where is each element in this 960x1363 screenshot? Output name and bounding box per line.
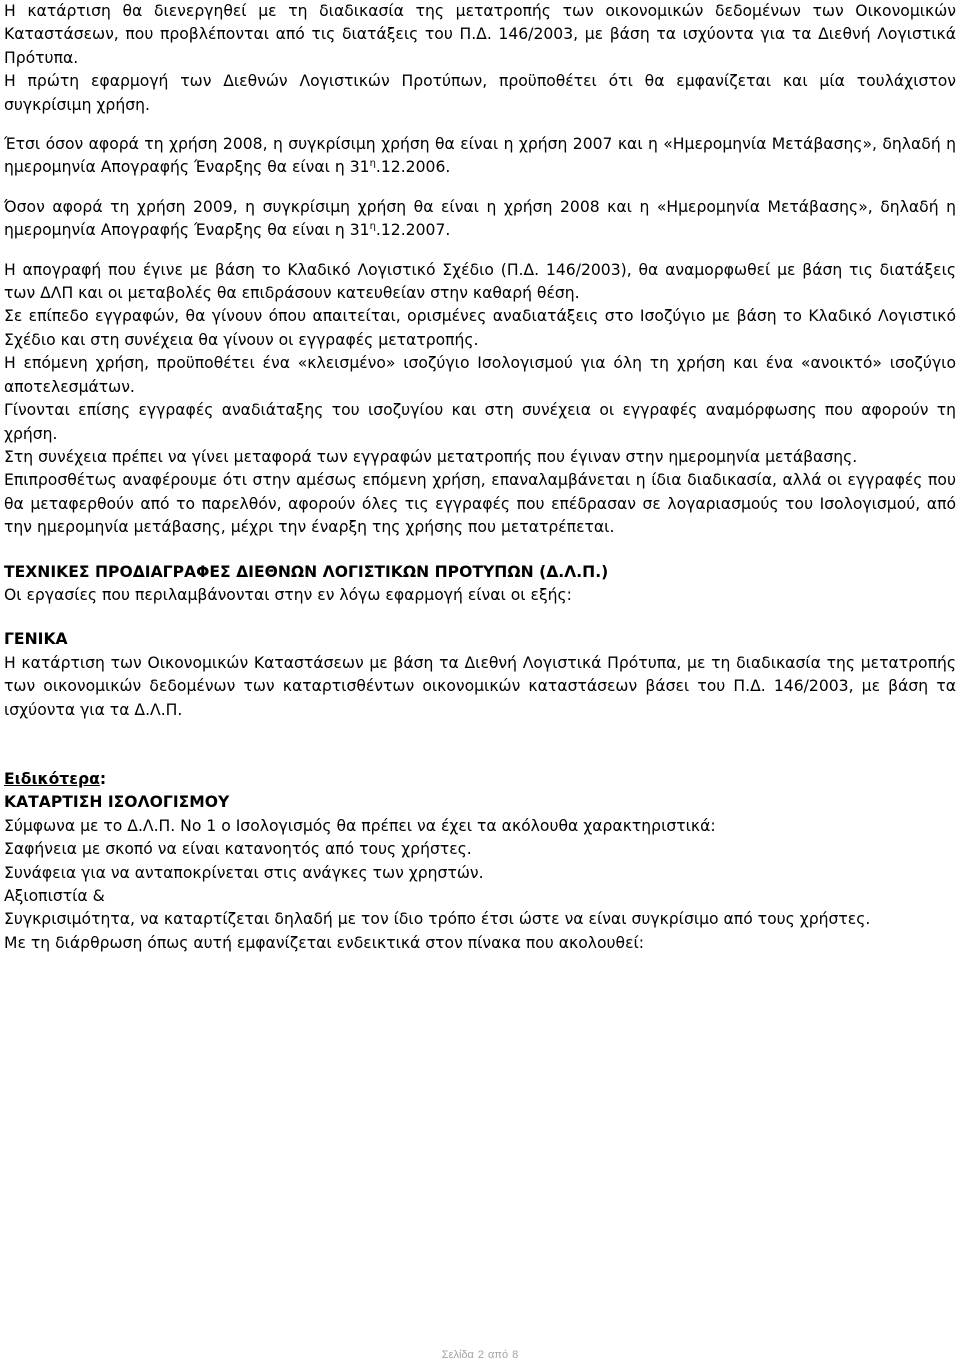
list-line: Συγκρισιμότητα, να καταρτίζεται δηλαδή με τον ίδιο τρόπο έτσι ώστε να είναι συγκρίσιμο από τους χρήστες.: [4, 910, 871, 929]
paragraph-additional-note: Επιπροσθέτως αναφέρουμε ότι στην αμέσως επόμενη χρήση, επαναλαμβάνεται η ίδια διαδικασία, αλλά οι εγγραφές που θα μεταφερθούν από το παρελθόν, αφορούν όλες τις εγγραφές που επέδρασαν σε λογαριασμούς του Ισολογισμού, από την ημερομηνία μετάβασης, μέχρι την έναρξη της χρήσης που μετατρέπεται.: [4, 471, 956, 537]
heading-balance-sheet-preparation: ΚΑΤΑΡΤΙΣΗ ΙΣΟΛΟΓΙΣΜΟΥ: [4, 793, 230, 812]
paragraph-transfer-entries: Στη συνέχεια πρέπει να γίνει μεταφορά των εγγραφών μετατροπής που έγιναν στην ημερομηνία μετάβασης.: [4, 447, 858, 466]
paragraph-rearrangement-entries: Γίνονται επίσης εγγραφές αναδιάταξης του ισοζυγίου και στη συνέχεια οι εγγραφές αναμόρφωσης που αφορούν τη χρήση.: [4, 401, 956, 443]
page-footer: [0, 1349, 960, 1361]
current-page-number: 2: [477, 1349, 485, 1361]
list-line: Αξιοπιστία &: [4, 887, 105, 905]
paragraph-first-application: Η πρώτη εφαρμογή των Διεθνών Λογιστικών Προτύπων, προϋποθέτει ότι θα εμφανίζεται και μία τουλάχιστον συγκρίσιμη χρήση.: [4, 72, 956, 114]
heading-specifically: Ειδικότερα:: [4, 769, 107, 788]
paragraph-inventory-restatement: Η απογραφή που έγινε με βάση το Κλαδικό Λογιστικό Σχέδιο (Π.Δ. 146/2003), θα αναμορφωθεί με βάση τις διατάξεις των ΔΛΠ και οι μεταβολές θα επιδράσουν κατευθείαν στην καθαρή θέση.: [4, 260, 956, 303]
list-line: Με τη διάρθρωση όπως αυτή εμφανίζεται ενδεικτικά στον πίνακα που ακολουθεί:: [4, 933, 645, 952]
paragraph-fiscal-2008: Έτσι όσον αφορά τη χρήση 2008, η συγκρίσιμη χρήση θα είναι η χρήση 2007 και η «Ημερομηνία Μετάβασης», δηλαδή η ημερομηνία Απογραφής Έναρξης θα είναι η $31^\eta.12.2006$.: [4, 135, 956, 177]
list-line: Συνάφεια για να ανταποκρίνεται στις ανάγκες των χρηστών.: [4, 863, 484, 882]
paragraph-next-year: Η επόμενη χρήση, προϋποθέτει ένα «κλεισμένο» ισοζύγιο Ισολογισμού για όλη τη χρήση και ένα «ανοικτό» ισοζύγιο αποτελεσμάτων.: [4, 354, 956, 396]
list-line: Σύμφωνα με το Δ.Λ.Π. Νο 1 ο Ισολογισμός θα πρέπει να έχει τα ακόλουθα χαρακτηριστικά:: [4, 816, 716, 835]
paragraph-conversion-process: Η κατάρτιση θα διενεργηθεί με τη διαδικασία της μετατροπής των οικονομικών δεδομένων των Οικονομικών Καταστάσεων, που προβλέπονται από τις διατάξεις του Π.Δ. 146/2003, με βάση τα ισχύοντα για τα Διεθνή Λογιστικά Πρότυπα.: [4, 2, 956, 67]
list-line: Σαφήνεια με σκοπό να είναι κατανοητός από τους χρήστες.: [4, 840, 472, 859]
heading-technical-specifications: ΤΕΧΝΙΚΕΣ ΠΡΟΔΙΑΓΡΑΦΕΣ ΔΙΕΘΝΩΝ ΛΟΓΙΣΤΙΚΩΝ ΠΡΟΤΥΠΩΝ (Δ.Λ.Π.): [4, 562, 609, 581]
paragraph-fiscal-2009: Όσον αφορά τη χρήση 2009, η συγκρίσιμη χρήση θα είναι η χρήση 2008 και η «Ημερομηνία Μετάβασης», δηλαδή η ημερομηνία Απογραφής Έναρξης θα είναι η $31^\eta.12.2007$.: [4, 197, 956, 240]
paragraph-general: Η κατάρτιση των Οικονομικών Καταστάσεων με βάση τα Διεθνή Λογιστικά Πρότυπα, με τη διαδικασία της μετατροπής των οικονομικών δεδομένων των καταρτισθέντων οικονομικών καταστάσεων βάσει του Π.Δ. 146/2003, με βάση τα ισχύοντα για τα Δ.Λ.Π.: [4, 653, 956, 719]
total-pages-number: 8: [512, 1349, 519, 1361]
page-of-label: από: [488, 1349, 509, 1361]
paragraph-entries-level: Σε επίπεδο εγγραφών, θα γίνουν όπου απαιτείται, ορισμένες αναδιατάξεις στο Ισοζύγιο με βάση το Κλαδικό Λογιστικό Σχέδιο και στη συνέχεια θα γίνουν οι εγγραφές μετατροπής.: [4, 307, 956, 349]
page-label: Σελίδα: [441, 1349, 474, 1361]
paragraph-tasks-intro: Οι εργασίες που περιλαμβάνονται στην εν λόγω εφαρμογή είναι οι εξής:: [4, 585, 572, 604]
heading-general: ΓΕΝΙΚΑ: [4, 630, 68, 649]
